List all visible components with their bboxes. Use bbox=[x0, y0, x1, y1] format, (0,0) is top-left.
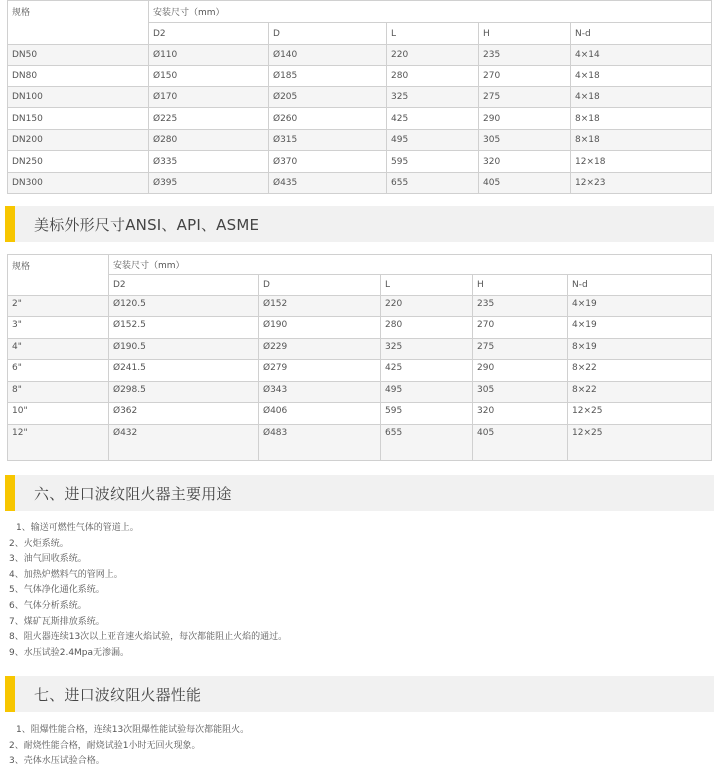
value-cell: 495 bbox=[381, 382, 473, 403]
value-cell: 280 bbox=[381, 317, 473, 339]
value-cell: 320 bbox=[479, 151, 571, 173]
value-cell: Ø140 bbox=[269, 45, 387, 66]
value-cell: 405 bbox=[479, 173, 571, 194]
column-header-cell: N-d bbox=[571, 23, 712, 45]
value-cell: Ø190 bbox=[259, 317, 381, 339]
table-row bbox=[8, 317, 712, 339]
list-item: 2、耐烧性能合格，耐烧试验1小时无回火现象。 bbox=[9, 740, 201, 751]
column-header-cell: L bbox=[387, 23, 479, 45]
table-row bbox=[8, 108, 712, 130]
value-cell: Ø298.5 bbox=[109, 382, 259, 403]
value-cell: Ø152.5 bbox=[109, 317, 259, 339]
value-cell: 220 bbox=[381, 296, 473, 317]
spec-cell: 2" bbox=[8, 296, 109, 317]
dimension-table-inch bbox=[7, 254, 712, 461]
value-cell: Ø483 bbox=[259, 425, 381, 461]
value-cell: Ø395 bbox=[149, 173, 269, 194]
table-row bbox=[8, 360, 712, 382]
table-header-row bbox=[8, 255, 712, 275]
value-cell: 8×19 bbox=[568, 339, 712, 360]
value-cell: 270 bbox=[479, 66, 571, 87]
value-cell: Ø205 bbox=[269, 87, 387, 108]
list-item: 4、加热炉燃料气的管网上。 bbox=[9, 569, 123, 580]
value-cell: Ø170 bbox=[149, 87, 269, 108]
value-cell: 325 bbox=[381, 339, 473, 360]
value-cell: 235 bbox=[479, 45, 571, 66]
value-cell: 12×18 bbox=[571, 151, 712, 173]
uses-list bbox=[9, 521, 287, 661]
section-title: 六、进口波纹阻火器主要用途 bbox=[34, 484, 232, 503]
value-cell: 4×19 bbox=[568, 296, 712, 317]
table-row bbox=[8, 151, 712, 173]
value-cell: 325 bbox=[387, 87, 479, 108]
spec-cell: 8" bbox=[8, 382, 109, 403]
spec-cell: 6" bbox=[8, 360, 109, 382]
value-cell: Ø315 bbox=[269, 130, 387, 151]
spec-cell: DN80 bbox=[8, 66, 149, 87]
value-cell: 12×25 bbox=[568, 425, 712, 461]
value-cell: 4×18 bbox=[571, 66, 712, 87]
performance-list bbox=[9, 723, 249, 770]
column-header-cell: D2 bbox=[149, 23, 269, 45]
value-cell: 655 bbox=[387, 173, 479, 194]
value-cell: 8×22 bbox=[568, 360, 712, 382]
section-accent-bar bbox=[5, 206, 15, 242]
value-cell: 405 bbox=[473, 425, 568, 461]
value-cell: 595 bbox=[381, 403, 473, 425]
install-size-header-cell: 安装尺寸（mm） bbox=[149, 1, 712, 23]
value-cell: Ø260 bbox=[269, 108, 387, 130]
table-row bbox=[8, 45, 712, 66]
table-header-row bbox=[8, 1, 712, 23]
value-cell: Ø225 bbox=[149, 108, 269, 130]
value-cell: Ø190.5 bbox=[109, 339, 259, 360]
column-header-cell: H bbox=[473, 275, 568, 296]
list-item: 3、壳体水压试验合格。 bbox=[9, 756, 105, 767]
list-item: 8、阻火器连续13次以上亚音速火焰试验，每次都能阻止火焰的通过。 bbox=[9, 632, 288, 643]
value-cell: 275 bbox=[479, 87, 571, 108]
list-item: 5、气体净化通化系统。 bbox=[9, 585, 105, 596]
spec-cell: 12" bbox=[8, 425, 109, 461]
value-cell: 275 bbox=[473, 339, 568, 360]
value-cell: 320 bbox=[473, 403, 568, 425]
value-cell: 290 bbox=[479, 108, 571, 130]
column-header-cell: D bbox=[269, 23, 387, 45]
value-cell: 12×25 bbox=[568, 403, 712, 425]
section-title: 美标外形尺寸ANSI、API、ASME bbox=[34, 215, 260, 234]
value-cell: 425 bbox=[381, 360, 473, 382]
table-row bbox=[8, 296, 712, 317]
spec-cell: 3" bbox=[8, 317, 109, 339]
value-cell: Ø370 bbox=[269, 151, 387, 173]
spec-cell: 10" bbox=[8, 403, 109, 425]
value-cell: 8×18 bbox=[571, 108, 712, 130]
value-cell: Ø120.5 bbox=[109, 296, 259, 317]
spec-header-cell: 规格 bbox=[8, 255, 109, 296]
list-item: 1、阻爆性能合格，连续13次阻爆性能试验每次都能阻火。 bbox=[16, 725, 250, 735]
table-row bbox=[8, 339, 712, 360]
table-row bbox=[8, 425, 712, 461]
table-row bbox=[8, 130, 712, 151]
column-header-cell: L bbox=[381, 275, 473, 296]
section-header-performance bbox=[5, 676, 714, 712]
value-cell: 235 bbox=[473, 296, 568, 317]
value-cell: Ø406 bbox=[259, 403, 381, 425]
value-cell: Ø229 bbox=[259, 339, 381, 360]
value-cell: 8×18 bbox=[571, 130, 712, 151]
value-cell: Ø185 bbox=[269, 66, 387, 87]
list-item: 7、煤矿瓦斯排放系统。 bbox=[9, 616, 105, 627]
column-header-cell: H bbox=[479, 23, 571, 45]
value-cell: Ø279 bbox=[259, 360, 381, 382]
list-item: 2、火炬系统。 bbox=[9, 538, 69, 549]
table-row bbox=[8, 403, 712, 425]
value-cell: 655 bbox=[381, 425, 473, 461]
spec-cell: 4" bbox=[8, 339, 109, 360]
value-cell: 8×22 bbox=[568, 382, 712, 403]
value-cell: Ø110 bbox=[149, 45, 269, 66]
table-row bbox=[8, 87, 712, 108]
value-cell: Ø343 bbox=[259, 382, 381, 403]
section-title: 七、进口波纹阻火器性能 bbox=[34, 685, 202, 704]
value-cell: 280 bbox=[387, 66, 479, 87]
value-cell: 425 bbox=[387, 108, 479, 130]
value-cell: 12×23 bbox=[571, 173, 712, 194]
value-cell: 305 bbox=[479, 130, 571, 151]
value-cell: Ø335 bbox=[149, 151, 269, 173]
spec-cell: DN100 bbox=[8, 87, 149, 108]
value-cell: Ø241.5 bbox=[109, 360, 259, 382]
table-row bbox=[8, 66, 712, 87]
value-cell: 495 bbox=[387, 130, 479, 151]
value-cell: 4×18 bbox=[571, 87, 712, 108]
list-item: 9、水压试验2.4Mpa无渗漏。 bbox=[9, 647, 130, 658]
value-cell: 4×14 bbox=[571, 45, 712, 66]
table-row bbox=[8, 382, 712, 403]
column-header-cell: D2 bbox=[109, 275, 259, 296]
list-item: 3、油气回收系统。 bbox=[9, 554, 87, 565]
list-item: 6、气体分析系统。 bbox=[9, 600, 87, 611]
column-header-cell: D bbox=[259, 275, 381, 296]
table-row bbox=[8, 173, 712, 194]
value-cell: 270 bbox=[473, 317, 568, 339]
table-subheader-row bbox=[8, 275, 712, 296]
list-item: 1、输送可燃性气体的管道上。 bbox=[16, 523, 139, 533]
value-cell: 220 bbox=[387, 45, 479, 66]
spec-cell: DN200 bbox=[8, 130, 149, 151]
value-cell: Ø150 bbox=[149, 66, 269, 87]
column-header-cell: N-d bbox=[568, 275, 712, 296]
value-cell: Ø280 bbox=[149, 130, 269, 151]
spec-cell: DN150 bbox=[8, 108, 149, 130]
value-cell: Ø362 bbox=[109, 403, 259, 425]
install-size-header-cell: 安装尺寸（mm） bbox=[109, 255, 712, 275]
section-accent-bar bbox=[5, 475, 15, 511]
value-cell: Ø432 bbox=[109, 425, 259, 461]
spec-cell: DN300 bbox=[8, 173, 149, 194]
spec-header-cell: 规格 bbox=[8, 1, 149, 45]
value-cell: 4×19 bbox=[568, 317, 712, 339]
value-cell: 595 bbox=[387, 151, 479, 173]
value-cell: Ø152 bbox=[259, 296, 381, 317]
spec-cell: DN50 bbox=[8, 45, 149, 66]
dimension-table-dn bbox=[7, 0, 712, 194]
section-header-ansi bbox=[5, 206, 714, 242]
value-cell: 305 bbox=[473, 382, 568, 403]
section-accent-bar bbox=[5, 676, 15, 712]
value-cell: 290 bbox=[473, 360, 568, 382]
spec-cell: DN250 bbox=[8, 151, 149, 173]
section-header-uses bbox=[5, 475, 714, 511]
value-cell: Ø435 bbox=[269, 173, 387, 194]
